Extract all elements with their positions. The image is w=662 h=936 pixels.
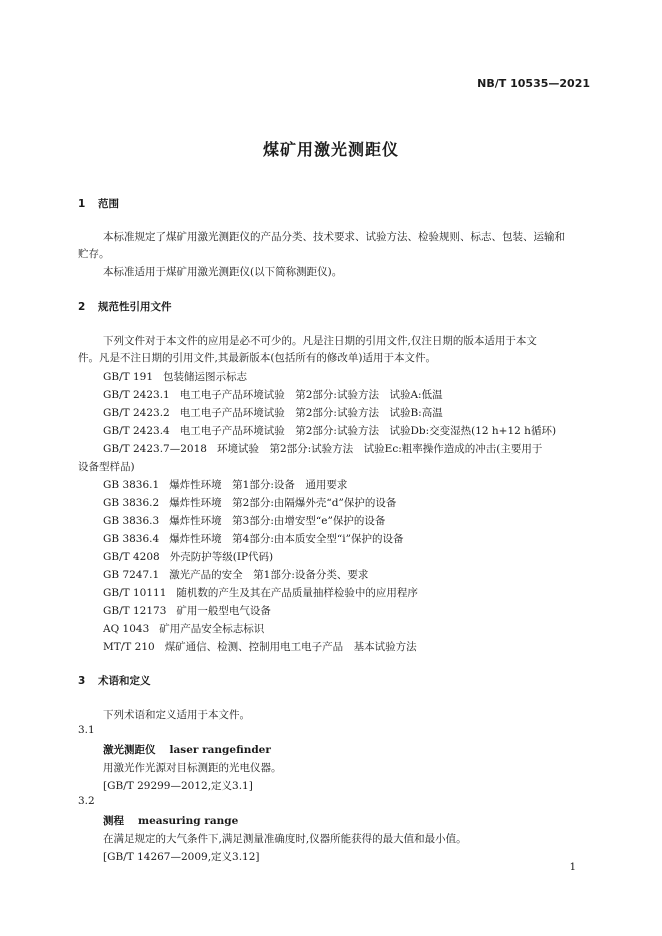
reference-code: GB/T 2423.7—2018 (103, 443, 207, 455)
reference-item (103, 567, 368, 582)
reference-title: 电工电子产品环境试验 第2部分:试验方法 试验Db:交变湿热(12 h+12 h循环) (179, 425, 557, 437)
document-title: 煤矿用激光测距仪 (262, 140, 399, 159)
reference-title: 煤矿通信、检测、控制用电工电子产品 基本试验方法 (164, 641, 417, 653)
reference-item (103, 549, 273, 564)
reference-title: 外壳防护等级(IP代码) (169, 551, 274, 563)
page-number: 1 (569, 862, 576, 873)
term-source: [GB/T 29299—2012,定义3.1] (103, 780, 253, 792)
standard-number: NB/T 10535—2021 (477, 77, 590, 90)
reference-item (103, 585, 418, 600)
reference-code: GB/T 2423.2 (103, 407, 170, 419)
reference-title: 电工电子产品环境试验 第2部分:试验方法 试验A:低温 (179, 389, 443, 401)
reference-title: 电工电子产品环境试验 第2部分:试验方法 试验B:高温 (179, 407, 443, 419)
reference-code: GB 7247.1 (103, 569, 160, 581)
reference-item (103, 369, 247, 384)
reference-title: 包装储运图示标志 (163, 371, 248, 383)
section-3-heading (78, 673, 151, 688)
scope-paragraph-1: 本标准规定了煤矿用激光测距仪的产品分类、技术要求、试验方法、检验规则、标志、包装、运输和 (103, 231, 565, 243)
reference-title: 爆炸性环境 第1部分:设备 通用要求 (169, 479, 348, 491)
reference-code: GB/T 2423.1 (103, 389, 170, 401)
reference-item (103, 495, 396, 510)
term-number: 3.1 (78, 724, 95, 736)
reference-item (103, 513, 385, 528)
scope-paragraph-2: 本标准适用于煤矿用激光测距仪(以下简称测距仪)。 (103, 266, 343, 278)
section-number: 1 (78, 198, 86, 210)
reference-item (103, 423, 556, 438)
section-title: 规范性引用文件 (98, 301, 172, 313)
reference-code: GB/T 2423.4 (103, 425, 170, 437)
reference-code: GB/T 191 (103, 371, 154, 383)
term-heading (103, 813, 238, 828)
section-number: 3 (78, 675, 86, 687)
term-definition: 用激光作光源对目标测距的光电仪器。 (103, 762, 282, 774)
reference-title: 矿用一般型电气设备 (176, 605, 271, 617)
reference-code: GB/T 4208 (103, 551, 160, 563)
reference-item (103, 603, 271, 618)
term-en: measuring range (138, 815, 239, 827)
reference-title: 激光产品的安全 第1部分:设备分类、要求 (169, 569, 369, 581)
reference-code: GB 3836.4 (103, 533, 160, 545)
reference-item (103, 621, 264, 636)
term-zh: 测程 (103, 815, 124, 827)
normative-intro: 下列文件对于本文件的应用是必不可少的。凡是注日期的引用文件,仅注日期的版本适用于本文 (103, 335, 537, 347)
reference-item (103, 387, 443, 402)
reference-title: 矿用产品安全标志标识 (159, 623, 265, 635)
reference-item (103, 405, 443, 420)
section-2-heading (78, 299, 172, 314)
section-title: 术语和定义 (98, 675, 151, 687)
section-title: 范围 (98, 198, 119, 210)
scope-paragraph-1-cont: 贮存。 (78, 248, 110, 260)
normative-intro-cont: 件。凡是不注日期的引用文件,其最新版本(包括所有的修改单)适用于本文件。 (78, 352, 437, 364)
reference-code: GB/T 12173 (103, 605, 167, 617)
reference-title-cont: 设备型样品) (78, 461, 135, 473)
reference-code: GB 3836.1 (103, 479, 160, 491)
reference-title: 爆炸性环境 第3部分:由增安型“e”保护的设备 (169, 515, 386, 527)
reference-item (103, 477, 347, 492)
term-number: 3.2 (78, 795, 95, 807)
reference-title: 环境试验 第2部分:试验方法 试验Ec:粗率操作造成的冲击(主要用于 (216, 443, 543, 455)
reference-code: AQ 1043 (103, 623, 150, 635)
term-source: [GB/T 14267—2009,定义3.12] (103, 851, 260, 863)
term-zh: 激光测距仪 (103, 744, 156, 756)
reference-item (103, 441, 542, 456)
section-1-heading (78, 196, 119, 211)
reference-code: MT/T 210 (103, 641, 155, 653)
reference-item (103, 531, 404, 546)
reference-code: GB 3836.3 (103, 515, 160, 527)
reference-title: 爆炸性环境 第4部分:由本质安全型“i”保护的设备 (169, 533, 404, 545)
reference-code: GB/T 10111 (103, 587, 167, 599)
term-definition: 在满足规定的大气条件下,满足测量准确度时,仪器所能获得的最大值和最小值。 (103, 833, 467, 845)
term-en: laser rangefinder (169, 744, 271, 756)
reference-title: 随机数的产生及其在产品质量抽样检验中的应用程序 (176, 587, 418, 599)
section-number: 2 (78, 301, 86, 313)
reference-item (103, 639, 417, 654)
reference-title: 爆炸性环境 第2部分:由隔爆外壳“d”保护的设备 (169, 497, 397, 509)
terms-intro: 下列术语和定义适用于本文件。 (103, 709, 250, 721)
term-heading (103, 742, 271, 757)
reference-code: GB 3836.2 (103, 497, 160, 509)
